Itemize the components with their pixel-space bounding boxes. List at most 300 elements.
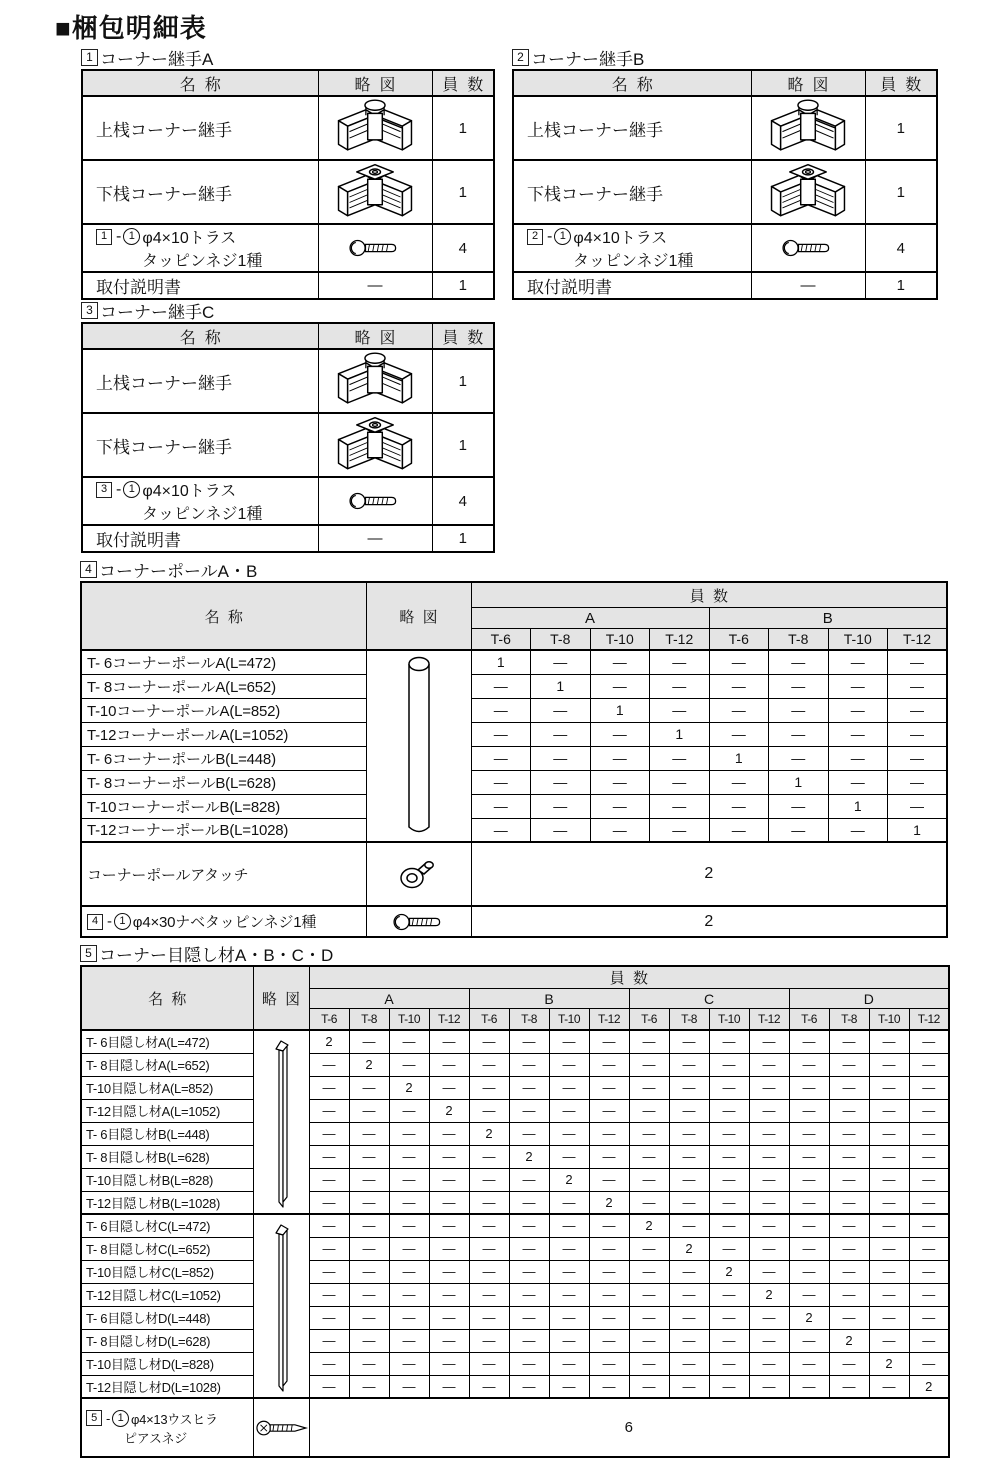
pan-head-tapping-screw-icon bbox=[391, 911, 447, 933]
qty-cell: — bbox=[828, 746, 888, 770]
qty-cell: — bbox=[909, 1168, 949, 1191]
qty-cell: — bbox=[389, 1053, 429, 1076]
size-header: T-12 bbox=[909, 1009, 949, 1031]
qty-cell: — bbox=[789, 1168, 829, 1191]
qty-cell: — bbox=[669, 1053, 709, 1076]
qty-cell: 2 bbox=[471, 842, 947, 906]
qty-cell: — bbox=[749, 1237, 789, 1260]
qty-cell: — bbox=[309, 1191, 349, 1214]
part-name-cell: T-10コーナーポールB(L=828) bbox=[81, 794, 366, 818]
qty-cell: — bbox=[909, 1145, 949, 1168]
qty-cell: — bbox=[309, 1053, 349, 1076]
qty-cell: — bbox=[469, 1329, 509, 1352]
section-corner-joint-b bbox=[512, 47, 936, 300]
table-row bbox=[81, 1375, 949, 1398]
qty-cell: — bbox=[828, 722, 888, 746]
qty-cell: — bbox=[629, 1352, 669, 1375]
qty-cell: — bbox=[829, 1214, 869, 1237]
col-header-qty: 員 数 bbox=[432, 323, 494, 349]
qty-cell: — bbox=[549, 1260, 589, 1283]
qty-cell: — bbox=[469, 1214, 509, 1237]
qty-cell: — bbox=[709, 650, 769, 674]
size-header: T-6 bbox=[471, 629, 531, 651]
qty-cell: — bbox=[531, 746, 591, 770]
qty-cell: 1 bbox=[650, 722, 710, 746]
qty-cell: — bbox=[749, 1099, 789, 1122]
qty-cell: — bbox=[509, 1329, 549, 1352]
part-name-cell bbox=[81, 906, 366, 937]
qty-cell: — bbox=[709, 1352, 749, 1375]
qty-cell: — bbox=[309, 1329, 349, 1352]
qty-cell: — bbox=[789, 1329, 829, 1352]
qty-cell: — bbox=[789, 1191, 829, 1214]
screw-label-line1 bbox=[527, 225, 751, 248]
qty-cell: — bbox=[389, 1030, 429, 1053]
qty-cell: — bbox=[549, 1375, 589, 1398]
qty-cell: — bbox=[629, 1145, 669, 1168]
qty-cell: — bbox=[469, 1283, 509, 1306]
qty-cell: — bbox=[509, 1237, 549, 1260]
qty-cell: 1 bbox=[432, 413, 494, 477]
size-header: T-10 bbox=[590, 629, 650, 651]
col-header-qty: 員 数 bbox=[309, 966, 949, 989]
qty-cell: — bbox=[509, 1053, 549, 1076]
qty-cell: — bbox=[549, 1076, 589, 1099]
qty-cell: — bbox=[389, 1122, 429, 1145]
qty-cell: — bbox=[669, 1260, 709, 1283]
table-row bbox=[513, 272, 937, 299]
qty-cell: — bbox=[429, 1145, 469, 1168]
qty-cell: — bbox=[650, 794, 710, 818]
lower-rail-corner-joint-icon bbox=[319, 414, 432, 476]
col-header-sketch: 略 図 bbox=[751, 70, 865, 96]
qty-cell: — bbox=[749, 1053, 789, 1076]
qty-cell: — bbox=[709, 722, 769, 746]
circled-number-badge: 1 bbox=[123, 481, 140, 498]
lower-rail-corner-joint-icon bbox=[752, 161, 865, 223]
qty-group-header: B bbox=[469, 989, 629, 1009]
qty-cell: — bbox=[349, 1122, 389, 1145]
qty-cell: — bbox=[589, 1375, 629, 1398]
part-name-cell: T- 8コーナーポールB(L=628) bbox=[81, 770, 366, 794]
corner-pole-icon bbox=[406, 653, 432, 839]
qty-cell: — bbox=[309, 1375, 349, 1398]
qty-cell: — bbox=[909, 1122, 949, 1145]
qty-cell: — bbox=[749, 1122, 789, 1145]
qty-cell: — bbox=[629, 1099, 669, 1122]
part-name-cell bbox=[513, 224, 751, 272]
qty-cell: — bbox=[869, 1329, 909, 1352]
qty-cell: — bbox=[309, 1099, 349, 1122]
section-corner-joint-c bbox=[81, 300, 493, 553]
qty-cell: 4 bbox=[432, 224, 494, 272]
part-name-cell: T- 6コーナーポールB(L=448) bbox=[81, 746, 366, 770]
part-name-cell: 取付説明書 bbox=[513, 272, 751, 299]
qty-cell: — bbox=[589, 1076, 629, 1099]
qty-cell: — bbox=[629, 1237, 669, 1260]
qty-cell: — bbox=[349, 1099, 389, 1122]
qty-cell: — bbox=[650, 746, 710, 770]
qty-cell: — bbox=[531, 698, 591, 722]
qty-cell: — bbox=[509, 1191, 549, 1214]
qty-cell: 2 bbox=[869, 1352, 909, 1375]
qty-cell: 2 bbox=[909, 1375, 949, 1398]
qty-cell: — bbox=[429, 1168, 469, 1191]
col-header-qty: 員 数 bbox=[432, 70, 494, 96]
qty-cell: — bbox=[531, 794, 591, 818]
part-name-cell: 下桟コーナー継手 bbox=[82, 160, 318, 224]
part-name-cell: T- 6目隠し材C(L=472) bbox=[81, 1214, 253, 1237]
sketch-cell: — bbox=[318, 525, 432, 552]
qty-cell: — bbox=[389, 1306, 429, 1329]
size-header: T-6 bbox=[709, 629, 769, 651]
qty-cell: — bbox=[749, 1329, 789, 1352]
qty-cell: — bbox=[909, 1352, 949, 1375]
section-corner-screen-abcd bbox=[80, 943, 948, 1458]
qty-cell: 2 bbox=[629, 1214, 669, 1237]
qty-cell: — bbox=[629, 1030, 669, 1053]
part-name-cell: T-10目隠し材D(L=828) bbox=[81, 1352, 253, 1375]
qty-cell: — bbox=[869, 1030, 909, 1053]
qty-cell: — bbox=[389, 1168, 429, 1191]
sketch-cell bbox=[751, 224, 865, 272]
qty-cell: — bbox=[749, 1352, 789, 1375]
qty-cell: — bbox=[469, 1306, 509, 1329]
qty-cell: — bbox=[429, 1375, 469, 1398]
table-row bbox=[513, 96, 937, 160]
qty-cell: — bbox=[309, 1352, 349, 1375]
qty-cell: — bbox=[909, 1306, 949, 1329]
screw-label-line2: タッピンネジ1種 bbox=[142, 253, 263, 270]
qty-cell: — bbox=[709, 1329, 749, 1352]
piercing-screw-icon bbox=[254, 1417, 309, 1439]
qty-cell: — bbox=[471, 674, 531, 698]
qty-cell: — bbox=[888, 722, 948, 746]
table-row bbox=[82, 413, 494, 477]
qty-cell: 1 bbox=[709, 746, 769, 770]
qty-cell: — bbox=[509, 1260, 549, 1283]
size-header: T-8 bbox=[829, 1009, 869, 1031]
col-header-sketch: 略 図 bbox=[253, 966, 309, 1030]
truss-tapping-screw-icon bbox=[780, 237, 836, 259]
table-row bbox=[82, 96, 494, 160]
lower-rail-corner-joint-icon bbox=[331, 161, 419, 223]
qty-cell: — bbox=[309, 1145, 349, 1168]
col-header-name: 名 称 bbox=[82, 70, 318, 96]
qty-cell: — bbox=[309, 1214, 349, 1237]
item-number-badge: 4 bbox=[87, 914, 103, 930]
qty-cell: — bbox=[909, 1237, 949, 1260]
qty-cell: — bbox=[629, 1168, 669, 1191]
qty-cell: 1 bbox=[769, 770, 829, 794]
qty-cell: — bbox=[869, 1191, 909, 1214]
table-title: コーナー継手A bbox=[100, 49, 214, 69]
qty-cell: — bbox=[669, 1306, 709, 1329]
qty-group-header: B bbox=[709, 608, 947, 629]
qty-cell: — bbox=[829, 1122, 869, 1145]
truss-tapping-screw-icon bbox=[319, 237, 432, 259]
size-header: T-12 bbox=[589, 1009, 629, 1031]
qty-cell: — bbox=[429, 1214, 469, 1237]
qty-cell: — bbox=[909, 1030, 949, 1053]
qty-cell: — bbox=[709, 698, 769, 722]
qty-cell: — bbox=[349, 1191, 389, 1214]
qty-cell: — bbox=[349, 1352, 389, 1375]
qty-cell: — bbox=[829, 1168, 869, 1191]
qty-cell: — bbox=[709, 1214, 749, 1237]
qty-cell: — bbox=[309, 1306, 349, 1329]
table-title: コーナー目隠し材A・B・C・D bbox=[99, 945, 334, 965]
table-label bbox=[80, 559, 946, 579]
part-name-cell: T-12目隠し材A(L=1052) bbox=[81, 1099, 253, 1122]
qty-cell: 1 bbox=[432, 525, 494, 552]
qty-cell: — bbox=[549, 1053, 589, 1076]
qty-cell: — bbox=[429, 1122, 469, 1145]
col-header-name: 名 称 bbox=[81, 582, 366, 650]
qty-cell: — bbox=[789, 1214, 829, 1237]
qty-cell: — bbox=[589, 1352, 629, 1375]
sketch-cell bbox=[366, 650, 471, 842]
part-name-cell: T- 8コーナーポールA(L=652) bbox=[81, 674, 366, 698]
table-row bbox=[81, 650, 947, 674]
qty-cell: — bbox=[909, 1076, 949, 1099]
qty-cell: — bbox=[629, 1191, 669, 1214]
qty-cell: — bbox=[349, 1237, 389, 1260]
qty-cell: — bbox=[909, 1260, 949, 1283]
part-name-cell: T-12目隠し材C(L=1052) bbox=[81, 1283, 253, 1306]
lower-rail-corner-joint-icon bbox=[331, 414, 419, 476]
qty-cell: — bbox=[769, 818, 829, 842]
qty-cell: — bbox=[888, 746, 948, 770]
qty-cell: 4 bbox=[865, 224, 937, 272]
screw-spec-text: φ4×10トラス bbox=[142, 483, 237, 500]
qty-cell: 1 bbox=[865, 96, 937, 160]
table-row bbox=[81, 1030, 949, 1053]
part-name-cell: 上桟コーナー継手 bbox=[82, 96, 318, 160]
part-name-cell: T-12目隠し材D(L=1028) bbox=[81, 1375, 253, 1398]
qty-cell: — bbox=[749, 1168, 789, 1191]
table-row bbox=[82, 224, 494, 272]
table-row bbox=[81, 770, 947, 794]
part-name-cell: 上桟コーナー継手 bbox=[82, 349, 318, 413]
qty-cell: — bbox=[629, 1260, 669, 1283]
qty-cell: — bbox=[549, 1237, 589, 1260]
qty-cell: — bbox=[469, 1099, 509, 1122]
qty-cell: 6 bbox=[309, 1398, 949, 1457]
screen-profile-icon bbox=[269, 1034, 293, 1210]
qty-cell: — bbox=[909, 1214, 949, 1237]
qty-cell: 2 bbox=[749, 1283, 789, 1306]
upper-rail-corner-joint-icon bbox=[764, 97, 852, 159]
qty-cell: 1 bbox=[865, 160, 937, 224]
qty-cell: — bbox=[669, 1352, 709, 1375]
qty-cell: — bbox=[629, 1283, 669, 1306]
qty-cell: — bbox=[590, 746, 650, 770]
size-header: T-8 bbox=[531, 629, 591, 651]
col-header-sketch: 略 図 bbox=[318, 70, 432, 96]
screw-label-line1 bbox=[86, 1409, 253, 1428]
qty-cell: — bbox=[590, 650, 650, 674]
qty-cell: — bbox=[829, 1306, 869, 1329]
qty-cell: — bbox=[669, 1329, 709, 1352]
qty-cell: — bbox=[349, 1329, 389, 1352]
qty-cell: — bbox=[829, 1260, 869, 1283]
qty-cell: — bbox=[669, 1030, 709, 1053]
table-number-badge: 2 bbox=[512, 49, 529, 66]
item-number-badge: 2 bbox=[527, 229, 543, 245]
qty-cell: — bbox=[549, 1030, 589, 1053]
table-row bbox=[81, 1283, 949, 1306]
qty-cell: 2 bbox=[669, 1237, 709, 1260]
qty-cell: — bbox=[509, 1099, 549, 1122]
qty-cell: — bbox=[509, 1030, 549, 1053]
table-row bbox=[81, 698, 947, 722]
badge-separator: - bbox=[116, 480, 122, 498]
qty-cell: — bbox=[888, 770, 948, 794]
size-header: T-10 bbox=[389, 1009, 429, 1031]
qty-cell: — bbox=[829, 1030, 869, 1053]
table-row bbox=[81, 818, 947, 842]
qty-cell: — bbox=[888, 674, 948, 698]
qty-cell: 2 bbox=[589, 1191, 629, 1214]
qty-cell: — bbox=[471, 770, 531, 794]
part-name-cell: T-12コーナーポールB(L=1028) bbox=[81, 818, 366, 842]
qty-cell: — bbox=[629, 1306, 669, 1329]
qty-cell: 1 bbox=[865, 272, 937, 299]
qty-cell: — bbox=[349, 1306, 389, 1329]
parts-table bbox=[80, 965, 950, 1458]
section-corner-joint-a bbox=[81, 47, 493, 300]
qty-cell: — bbox=[389, 1099, 429, 1122]
qty-cell: — bbox=[789, 1145, 829, 1168]
sketch-cell bbox=[318, 477, 432, 525]
part-name-cell: T- 8目隠し材D(L=628) bbox=[81, 1329, 253, 1352]
table-label bbox=[81, 47, 493, 67]
qty-group-header: C bbox=[629, 989, 789, 1009]
qty-cell: — bbox=[309, 1237, 349, 1260]
table-row bbox=[81, 1306, 949, 1329]
qty-cell: — bbox=[469, 1352, 509, 1375]
upper-rail-corner-joint-icon bbox=[331, 97, 419, 159]
qty-cell: 1 bbox=[471, 650, 531, 674]
qty-cell: — bbox=[709, 1375, 749, 1398]
qty-cell: — bbox=[389, 1214, 429, 1237]
screw-spec-text: φ4×10トラス bbox=[573, 230, 668, 247]
screw-spec-text: φ4×10トラス bbox=[142, 230, 237, 247]
qty-cell: — bbox=[829, 1099, 869, 1122]
qty-cell: — bbox=[429, 1352, 469, 1375]
badge-separator: - bbox=[547, 227, 553, 245]
table-row bbox=[82, 160, 494, 224]
qty-cell: 1 bbox=[590, 698, 650, 722]
qty-cell: — bbox=[789, 1030, 829, 1053]
qty-cell: — bbox=[669, 1122, 709, 1145]
qty-cell: — bbox=[629, 1053, 669, 1076]
table-row bbox=[82, 477, 494, 525]
table-row bbox=[513, 224, 937, 272]
qty-cell: — bbox=[549, 1352, 589, 1375]
qty-cell: — bbox=[789, 1099, 829, 1122]
qty-cell: — bbox=[589, 1283, 629, 1306]
table-row bbox=[81, 906, 947, 937]
qty-cell: — bbox=[709, 1283, 749, 1306]
qty-cell: — bbox=[469, 1030, 509, 1053]
qty-cell: — bbox=[471, 698, 531, 722]
sketch-cell bbox=[751, 96, 865, 160]
qty-cell: — bbox=[469, 1076, 509, 1099]
table-row bbox=[81, 842, 947, 906]
qty-cell: — bbox=[709, 1145, 749, 1168]
table-row bbox=[513, 160, 937, 224]
table-row bbox=[81, 1168, 949, 1191]
truss-tapping-screw-icon bbox=[752, 237, 865, 259]
qty-cell: — bbox=[709, 1237, 749, 1260]
part-name-cell bbox=[82, 477, 318, 525]
qty-cell: — bbox=[629, 1122, 669, 1145]
qty-cell: — bbox=[769, 794, 829, 818]
qty-cell: — bbox=[749, 1030, 789, 1053]
table-number-badge: 5 bbox=[80, 945, 97, 962]
pan-head-tapping-screw-icon bbox=[367, 911, 471, 933]
qty-cell: 2 bbox=[309, 1030, 349, 1053]
screen-profile-icon bbox=[269, 1218, 293, 1394]
qty-cell: — bbox=[471, 818, 531, 842]
qty-cell: 2 bbox=[789, 1306, 829, 1329]
size-header: T-8 bbox=[509, 1009, 549, 1031]
qty-cell: — bbox=[869, 1076, 909, 1099]
qty-cell: — bbox=[669, 1191, 709, 1214]
qty-cell: — bbox=[828, 770, 888, 794]
qty-cell: — bbox=[469, 1168, 509, 1191]
qty-cell: 1 bbox=[828, 794, 888, 818]
part-name-cell: T-10目隠し材B(L=828) bbox=[81, 1168, 253, 1191]
qty-cell: — bbox=[349, 1260, 389, 1283]
size-header: T-6 bbox=[469, 1009, 509, 1031]
qty-cell: — bbox=[590, 722, 650, 746]
qty-cell: — bbox=[349, 1076, 389, 1099]
lower-rail-corner-joint-icon bbox=[319, 161, 432, 223]
table-row bbox=[81, 1076, 949, 1099]
qty-cell: — bbox=[549, 1329, 589, 1352]
sketch-cell bbox=[318, 413, 432, 477]
qty-cell: — bbox=[549, 1122, 589, 1145]
qty-cell: — bbox=[709, 1099, 749, 1122]
part-name-cell: T-10目隠し材C(L=852) bbox=[81, 1260, 253, 1283]
col-header-qty: 員 数 bbox=[471, 582, 947, 608]
size-header: T-12 bbox=[429, 1009, 469, 1031]
part-name-cell: 取付説明書 bbox=[82, 525, 318, 552]
table-row bbox=[82, 525, 494, 552]
size-header: T-10 bbox=[549, 1009, 589, 1031]
qty-cell: — bbox=[429, 1191, 469, 1214]
parts-table bbox=[81, 69, 495, 300]
qty-cell: — bbox=[509, 1352, 549, 1375]
screw-label-line1 bbox=[96, 225, 318, 248]
qty-cell: — bbox=[789, 1352, 829, 1375]
qty-cell: — bbox=[509, 1306, 549, 1329]
qty-cell: — bbox=[629, 1375, 669, 1398]
table-row bbox=[81, 746, 947, 770]
table-title: コーナーポールA・B bbox=[99, 561, 258, 581]
qty-cell: — bbox=[509, 1375, 549, 1398]
qty-cell: — bbox=[828, 650, 888, 674]
sketch-cell bbox=[366, 906, 471, 937]
part-name-cell bbox=[82, 224, 318, 272]
qty-cell: — bbox=[590, 818, 650, 842]
screen-profile-icon bbox=[254, 1034, 309, 1210]
qty-cell: — bbox=[309, 1076, 349, 1099]
qty-cell: — bbox=[829, 1375, 869, 1398]
